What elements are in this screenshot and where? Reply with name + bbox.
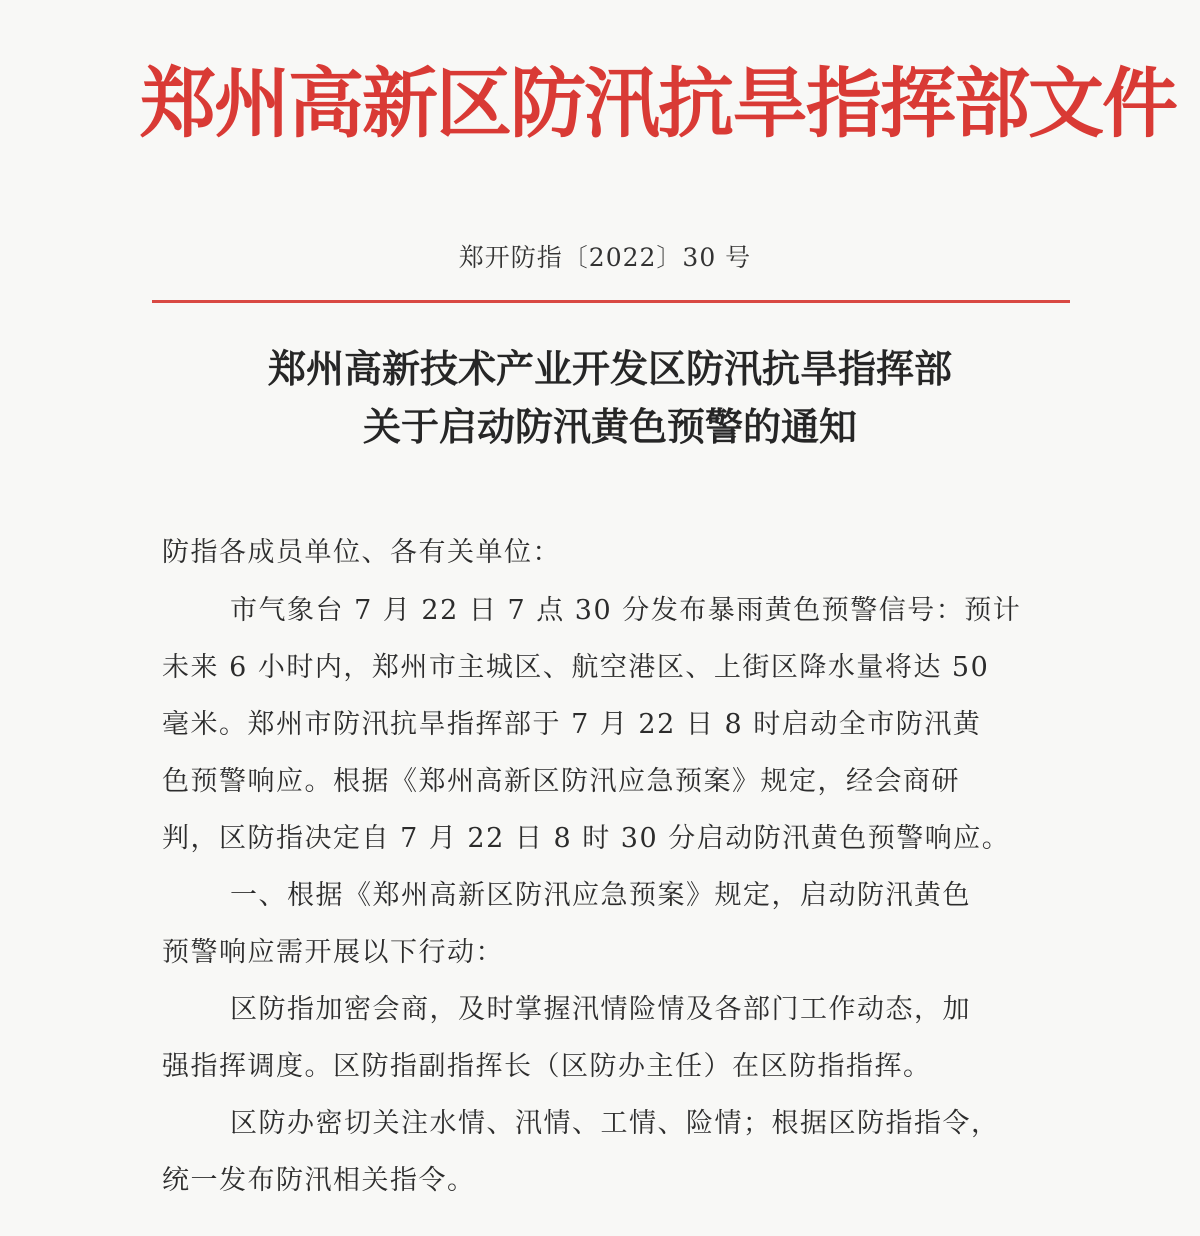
red-divider-line: [152, 300, 1070, 303]
body-line: 一、根据《郑州高新区防汛应急预案》规定，启动防汛黄色: [230, 880, 971, 911]
document-title-line-1: 郑州高新技术产业开发区防汛抗旱指挥部: [267, 346, 952, 391]
document-masthead: 郑州高新区防汛抗旱指挥部文件: [140, 59, 1176, 148]
body-line: 毫米。郑州市防汛抗旱指挥部于 7 月 22 日 8 时启动全市防汛黄: [162, 709, 982, 740]
body-line: 色预警响应。根据《郑州高新区防汛应急预案》规定，经会商研: [162, 766, 960, 797]
salutation: 防指各成员单位、各有关单位：: [162, 537, 561, 568]
body-line: 统一发布防汛相关指令。: [162, 1165, 476, 1196]
body-line: 区防办密切关注水情、汛情、工情、险情；根据区防指指令，: [230, 1108, 1000, 1139]
body-line: 未来 6 小时内，郑州市主城区、航空港区、上街区降水量将达 50: [162, 652, 990, 683]
body-line: 区防指加密会商，及时掌握汛情险情及各部门工作动态，加: [230, 994, 971, 1025]
body-line: 强指挥调度。区防指副指挥长（区防办主任）在区防指指挥。: [162, 1051, 932, 1082]
body-line: 判，区防指决定自 7 月 22 日 8 时 30 分启动防汛黄色预警响应。: [162, 823, 1011, 854]
body-line: 市气象台 7 月 22 日 7 点 30 分发布暴雨黄色预警信号：预计: [230, 595, 1022, 626]
document-number: 郑开防指〔2022〕30 号: [458, 243, 752, 272]
document-title-line-2: 关于启动防汛黄色预警的通知: [362, 404, 857, 449]
body-line: 预警响应需开展以下行动：: [162, 937, 504, 968]
